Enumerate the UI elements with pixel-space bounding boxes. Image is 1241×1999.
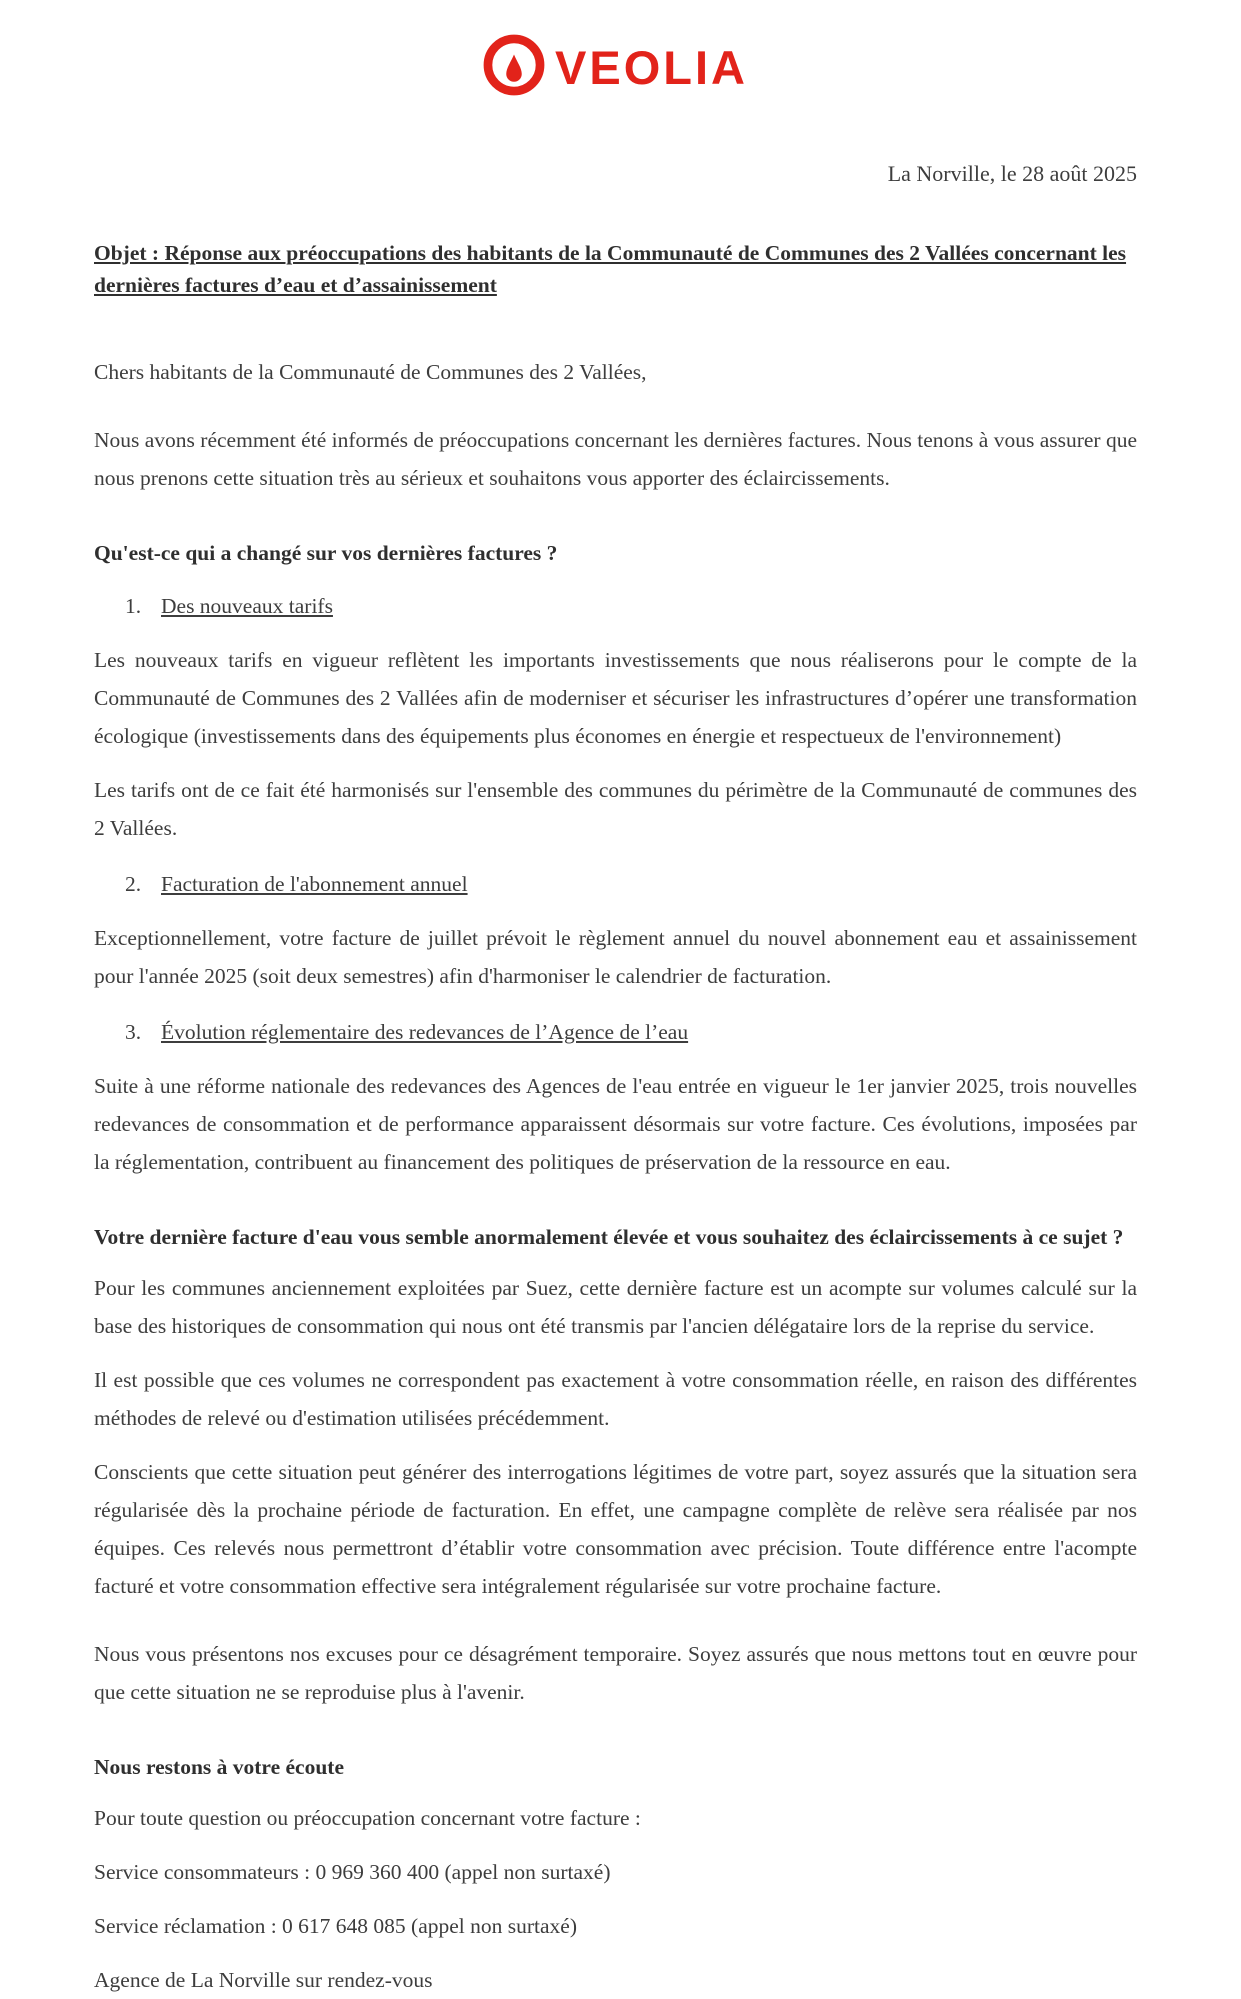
contact-consumer-service-line: Service consommateurs : 0 969 360 400 (appel non surtaxé) — [94, 1860, 611, 1884]
list-item-2 — [94, 865, 1137, 903]
section2-heading: Votre dernière facture d'eau vous semble anormalement élevée et vous souhaitez des éclaircissements à ce sujet ? — [94, 1225, 1124, 1249]
section2-paragraph-1: Pour les communes anciennement exploitées par Suez, cette dernière facture est un acompte sur volumes calculé sur la base des historiques de consommation qui nous ont été transmis par l'ancien délégataire lors de la reprise du service. — [94, 1276, 1137, 1338]
section1-heading: Qu'est-ce qui a changé sur vos dernières factures ? — [94, 541, 558, 565]
section2-paragraph-2: Il est possible que ces volumes ne correspondent pas exactement à votre consommation réelle, en raison des différentes méthodes de relevé ou d'estimation utilisées précédemment. — [94, 1368, 1137, 1430]
list-item-1-title: Des nouveaux tarifs — [161, 594, 333, 618]
list-item-3-title: Évolution réglementaire des redevances de l’Agence de l’eau — [161, 1020, 689, 1044]
contact-heading: Nous restons à votre écoute — [94, 1755, 345, 1779]
date-line: La Norville, le 28 août 2025 — [887, 161, 1137, 186]
contact-intro-line: Pour toute question ou préoccupation concernant votre facture : — [94, 1806, 641, 1830]
list-item-3-number: 3. — [125, 1020, 142, 1044]
subject-line: Objet : Réponse aux préoccupations des habitants de la Communauté de Communes des 2 Vallées concernant les dernières factures d’eau et d’assainissement — [94, 241, 1127, 297]
item2-paragraph-1: Exceptionnellement, votre facture de juillet prévoit le règlement annuel du nouvel abonnement eau et assainissement pour l'année 2025 (soit deux semestres) afin d'harmoniser le calendrier de facturation. — [94, 926, 1137, 988]
veolia-wordmark: VEOLIA — [555, 40, 748, 94]
item1-paragraph-2: Les tarifs ont de ce fait été harmonisés sur l'ensemble des communes du périmètre de la Communauté de communes des 2 Vallées. — [94, 778, 1137, 840]
veolia-drop-ring-icon — [483, 34, 545, 96]
section2-paragraph-3: Conscients que cette situation peut générer des interrogations légitimes de votre part, soyez assurés que la situation sera régularisée dès la prochaine période de facturation. En effet, une campagne complète de relève sera réalisée par nos équipes. Ces relevés nous permettront d’établir votre consommation avec précision. Toute différence entre l'acompte facturé et votre consommation effective sera intégralement régularisée sur votre prochaine facture. — [94, 1460, 1137, 1598]
closing-paragraph: Nous vous présentons nos excuses pour ce désagrément temporaire. Soyez assurés que nous mettons tout en œuvre pour que cette situation ne se reproduise plus à l'avenir. — [94, 1642, 1137, 1704]
list-item-1 — [94, 587, 1137, 625]
item1-paragraph-1: Les nouveaux tarifs en vigueur reflètent les importants investissements que nous réaliserons pour le compte de la Communauté de Communes des 2 Vallées afin de moderniser et sécuriser les infrastructures d’opérer une transformation écologique (investissements dans des équipements plus économes en énergie et respectueux de l'environnement) — [94, 648, 1137, 748]
salutation: Chers habitants de la Communauté de Communes des 2 Vallées, — [94, 360, 647, 384]
item3-paragraph-1: Suite à une réforme nationale des redevances des Agences de l'eau entrée en vigueur le 1er janvier 2025, trois nouvelles redevances de consommation et de performance apparaissent désormais sur votre facture. Ces évolutions, imposées par la réglementation, contribuent au financement des politiques de préservation de la ressource en eau. — [94, 1074, 1137, 1174]
contact-agency-line: Agence de La Norville sur rendez-vous — [94, 1968, 433, 1992]
list-item-1-number: 1. — [125, 594, 142, 618]
list-item-2-title: Facturation de l'abonnement annuel — [161, 872, 468, 896]
intro-paragraph: Nous avons récemment été informés de préoccupations concernant les dernières factures. Nous tenons à vous assurer que nous prenons cette situation très au sérieux et souhaitons vous apporter des éclaircissements. — [94, 428, 1137, 490]
veolia-logo — [94, 33, 1137, 97]
list-item-2-number: 2. — [125, 872, 142, 896]
contact-claims-service-line: Service réclamation : 0 617 648 085 (appel non surtaxé) — [94, 1914, 578, 1938]
list-item-3 — [94, 1013, 1137, 1051]
